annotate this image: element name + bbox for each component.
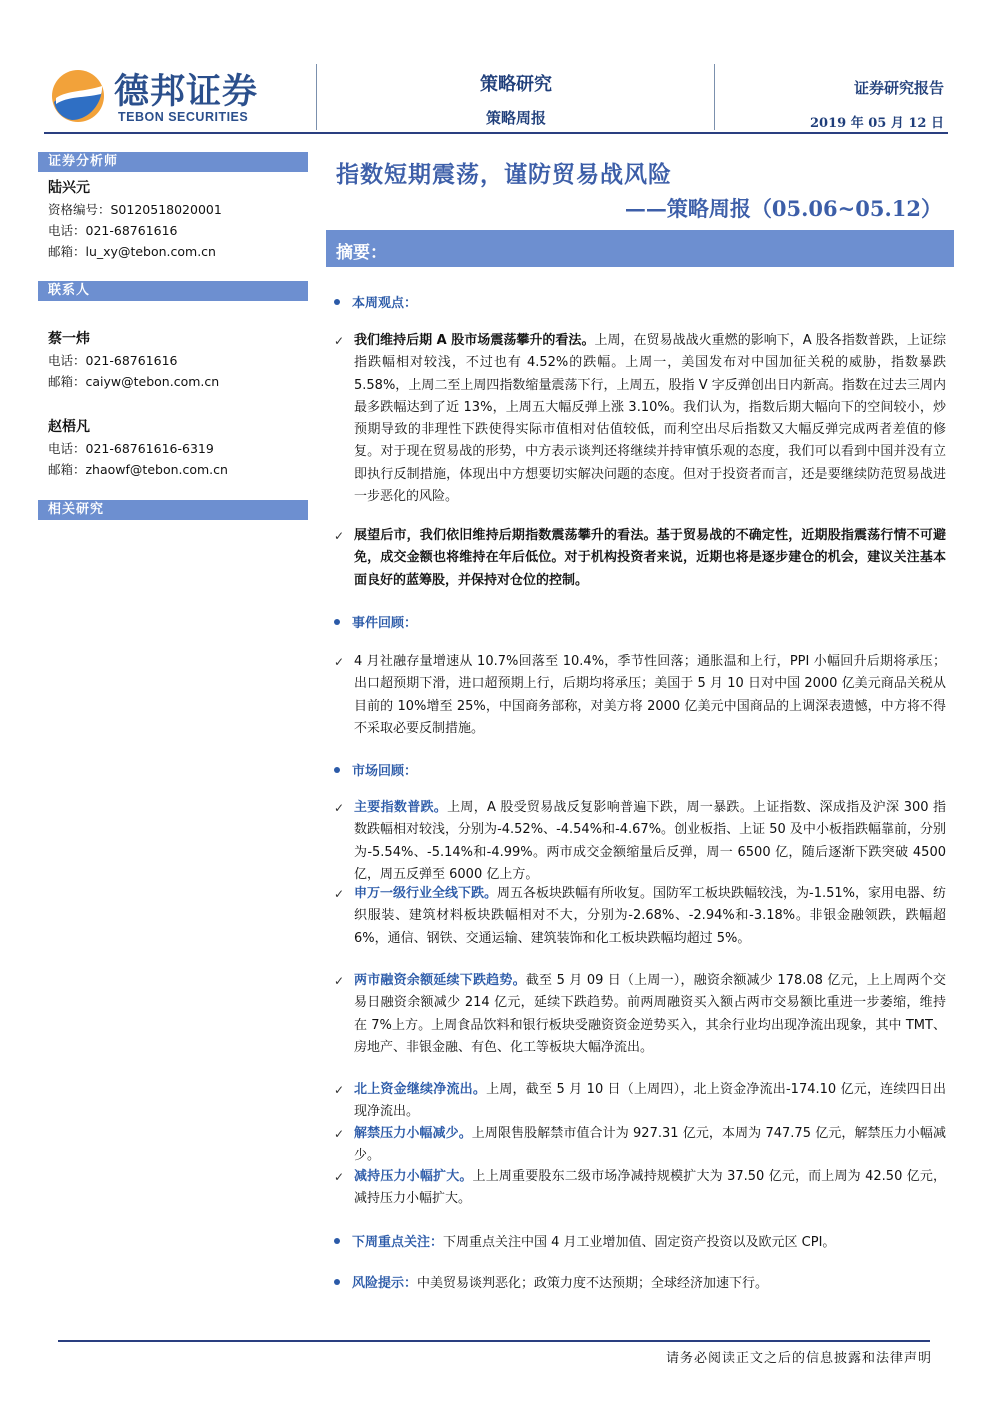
view-p2-body: 展望后市，我们依旧维持后期指数震荡攀升的看法。基于贸易战的不确定性，近期股指震荡行情不可避免，成交金额也将维持在年后低位。对于机构投资者来说，近期也将是逐步建仓的机会，建议关注基本面良好的蓝筹股，并保持对仓位的控制。 (354, 528, 946, 588)
contact-phone: 电话：021-68761616 (48, 353, 178, 368)
contact-phone: 电话：021-68761616-6319 (48, 441, 214, 456)
bullet-dot-icon (334, 1238, 340, 1244)
event-paragraph (334, 651, 946, 740)
contact-name: 赵梧凡 (48, 419, 90, 435)
bullet-dot-icon (334, 299, 340, 305)
risk-text: 中美贸易谈判恶化；政策力度不达预期；全球经济加速下行。 (417, 1276, 769, 1291)
footer-disclaimer: 请务必阅读正文之后的信息披露和法律声明 (665, 1351, 932, 1366)
contact-name: 蔡一炜 (48, 331, 90, 347)
analyst-heading: 证券分析师 (38, 152, 308, 172)
check-icon: ✓ (334, 1083, 345, 1097)
check-icon: ✓ (334, 1127, 345, 1141)
tebon-logo-icon (50, 68, 106, 124)
contact-email: 邮箱：caiyw@tebon.com.cn (48, 374, 220, 389)
analyst-phone: 电话：021-68761616 (48, 223, 178, 238)
report-type: 证券研究报告 (853, 79, 944, 97)
check-icon: ✓ (334, 887, 345, 901)
footer-rule (58, 1340, 930, 1342)
header-divider-right (714, 64, 715, 130)
analyst-license: 资格编号：S0120518020001 (48, 202, 222, 217)
market-item-lead: 两市融资余额延续下跌趋势。 (354, 973, 526, 988)
view-paragraph-1 (334, 330, 946, 508)
report-title: 指数短期震荡，谨防贸易战风险 (336, 161, 672, 188)
market-item-body: 上周限售股解禁市值合计为 927.31 亿元，本周为 747.75 亿元，解禁压力小幅减少。 (354, 1126, 946, 1164)
analyst-name: 陆兴元 (48, 180, 90, 196)
abstract-label: 摘要： (336, 243, 387, 263)
section-heading-market: 市场回顾： (334, 760, 417, 779)
check-icon: ✓ (334, 1170, 345, 1184)
related-research-heading: 相关研究 (38, 500, 308, 520)
analyst-email: 邮箱：lu_xy@tebon.com.cn (48, 244, 216, 259)
logo-english-name: TEBON SECURITIES (118, 110, 249, 124)
market-item-body: 截至 5 月 09 日（上周一），融资余额减少 178.08 亿元，上上周两个交易日融资余额减少 214 亿元，延续下跌趋势。前两周融资买入额占两市交易额比重进一步萎缩，维持在 7%上方。上周食品饮料和银行板块受融资资金逆势买入，其余行业均出现净流出现象，其中 TMT、房地产、非银金融、有色、化工等板块大幅净流出。 (354, 973, 946, 1055)
market-item-body: 上周，截至 5 月 10 日（上周四），北上资金净流出-174.10 亿元，连续四日出现净流出。 (354, 1082, 946, 1120)
contact-email: 邮箱：zhaowf@tebon.com.cn (48, 462, 228, 477)
market-item-lead: 申万一级行业全线下跌。 (354, 886, 498, 901)
bullet-dot-icon (334, 1279, 340, 1285)
next-week-line (334, 1231, 835, 1250)
check-icon: ✓ (334, 801, 345, 815)
risk-line (334, 1272, 768, 1291)
market-item-lead: 解禁压力小幅减少。 (354, 1126, 472, 1141)
market-item-lead: 减持压力小幅扩大。 (354, 1169, 473, 1184)
market-item (334, 1123, 946, 1168)
view-p1-lead: 我们维持后期 A 股市场震荡攀升的看法。 (354, 333, 595, 348)
report-subtitle: ——策略周报（05.06~05.12） (624, 196, 942, 221)
market-item (334, 797, 946, 886)
event-body: 4 月社融存量增速从 10.7%回落至 10.4%，季节性回落；通胀温和上行，PPI 小幅回升后期将承压；出口超预期下滑，进口超预期上行，后期均将承压；美国于 5 月 10 日对中国 2000 亿美元商品关税从目前的 10%增至 25%，中国商务部称，对美方将 2000 亿美元中国商品的上调深表遗憾，中方将不得不采取必要反制措施。 (354, 654, 946, 736)
market-item (334, 970, 946, 1059)
report-category: 策略研究 (480, 74, 552, 95)
risk-heading: 风险提示： (352, 1276, 418, 1291)
check-icon: ✓ (334, 974, 345, 988)
next-week-text: 下周重点关注中国 4 月工业增加值、固定资产投资以及欧元区 CPI。 (443, 1235, 836, 1250)
next-week-heading: 下周重点关注： (352, 1235, 444, 1250)
market-item (334, 1079, 946, 1124)
abstract-bar (326, 230, 954, 267)
market-item-lead: 北上资金继续净流出。 (354, 1082, 487, 1097)
market-item-body: 上周，A 股受贸易战反复影响普遍下跌，周一暴跌。上证指数、深成指及沪深 300 指数跌幅相对较浅，分别为-4.52%、-4.54%和-4.67%。创业板指、上证 50 及中小板指跌幅靠前，分别为-5.54%、-5.14%和-4.99%。两市成交金额缩量后反弹，周一 6500 亿，随后逐渐下跌突破 4500 亿，周五反弹至 6000 亿上方。 (354, 800, 946, 882)
market-item-lead: 主要指数普跌。 (354, 800, 448, 815)
check-icon: ✓ (334, 334, 345, 348)
market-item (334, 883, 946, 950)
section-heading-event: 事件回顾： (334, 612, 417, 631)
view-paragraph-2 (334, 525, 946, 592)
market-item (334, 1166, 946, 1211)
market-item-body: 周五各板块跌幅有所收复。国防军工板块跌幅较浅，为-1.51%，家用电器、纺织服装、建筑材料板块跌幅相对不大，分别为-2.68%、-2.94%和-3.18%。非银金融领跌，跌幅超 6%，通信、钢铁、交通运输、建筑装饰和化工板块跌幅均超过 5%。 (354, 886, 947, 946)
section-heading-view: 本周观点： (334, 292, 417, 311)
view-p1-body: 上周，在贸易战战火重燃的影响下，A 股各指数普跌，上证综指跌幅相对较浅，不过也有 4.52%的跌幅。上周一，美国发布对中国加征关税的威胁，指数暴跌 5.58%，上周二至上周四指数缩量震荡下行，上周五，股指 V 字反弹创出日内新高。指数在过去三周内最多跌幅达到了近 13%，上周五大幅反弹上涨 3.10%。我们认为，指数后期大幅向下的空间较小，炒预期导致的非理性下跌使得实际市值相对估值较低，而利空出尽后指数又大幅反弹完成两者差值的修复。对于现在贸易战的形势，中方表示谈判还将继续并持审慎乐观的态度，我们可以看到中国并没有立即执行反制措施，体现出中方想要切实解决问题的态度。但对于投资者而言，还是要继续防范贸易战进一步恶化的风险。 (354, 333, 946, 505)
market-item-body: 上上周重要股东二级市场净减持规模扩大为 37.50 亿元，而上周为 42.50 亿元，减持压力小幅扩大。 (354, 1169, 946, 1207)
bullet-dot-icon (334, 619, 340, 625)
report-subcategory: 策略周报 (485, 109, 546, 127)
check-icon: ✓ (334, 529, 345, 543)
contact-heading: 联系人 (38, 281, 308, 301)
header-divider-left (316, 64, 317, 130)
header-rule (44, 132, 948, 134)
logo-chinese-name: 德邦证券 (114, 71, 259, 112)
bullet-dot-icon (334, 767, 340, 773)
check-icon: ✓ (334, 655, 345, 669)
report-date: 2019 年 05 月 12 日 (810, 116, 944, 131)
